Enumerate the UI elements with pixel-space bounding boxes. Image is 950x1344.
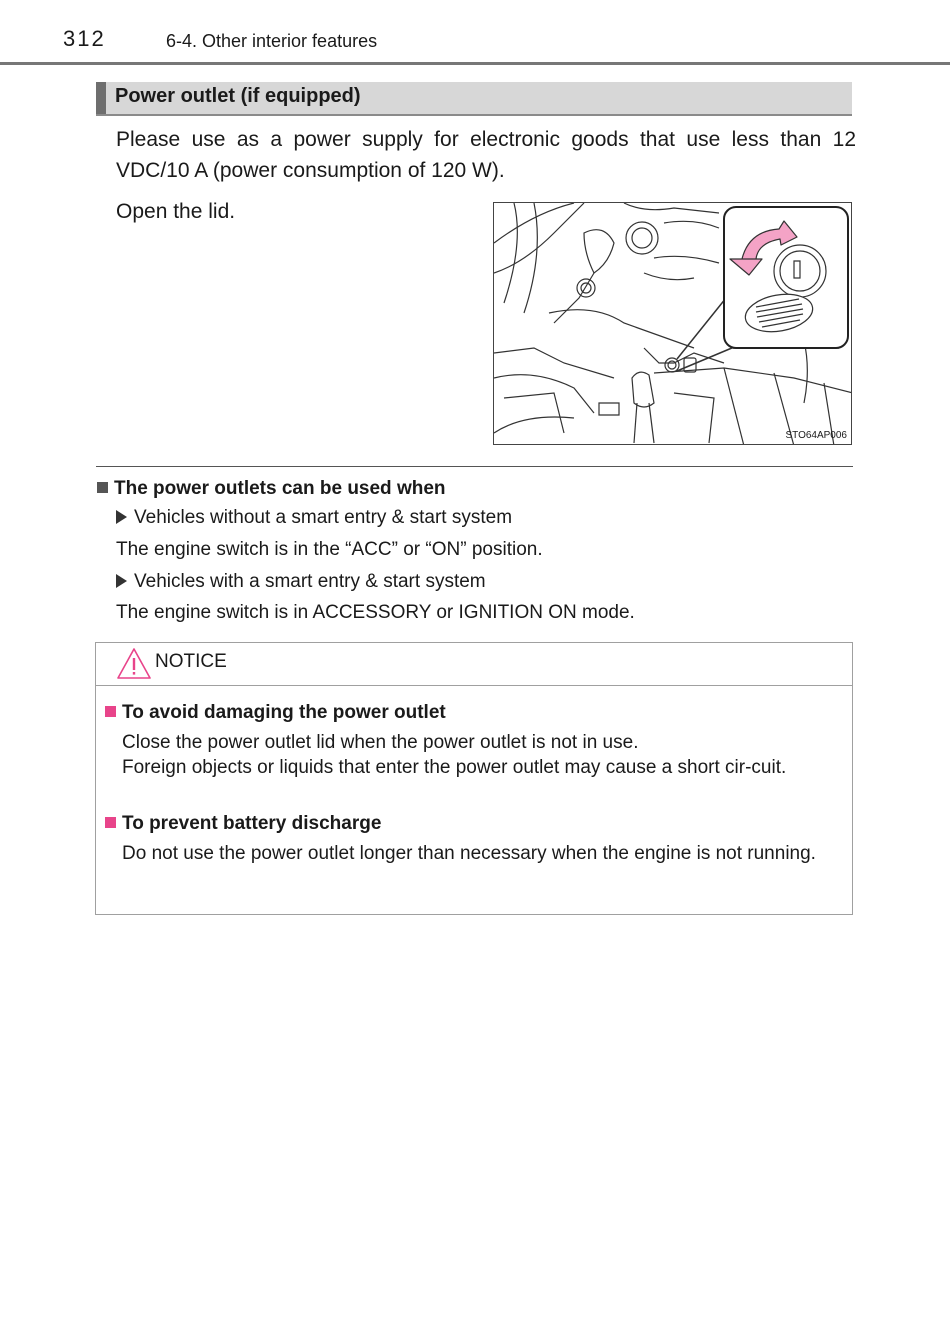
intro-text: Please use as a power supply for electronic goods that use less than 12 VDC/10 A (power consumption of 120 W). [116, 128, 856, 182]
figure-code: STO64AP006 [785, 430, 847, 441]
usage-heading [97, 478, 446, 500]
dashboard-drawing [494, 203, 852, 445]
usage-condition-2 [116, 570, 486, 594]
section-heading [96, 82, 852, 116]
notice-box [95, 642, 853, 915]
square-bullet-icon [105, 817, 116, 828]
triangle-bullet-icon [116, 574, 127, 588]
notice-heading-1-text: To avoid damaging the power outlet [122, 702, 446, 723]
section-divider [96, 466, 853, 467]
square-bullet-icon [105, 706, 116, 717]
page-number: 312 [63, 26, 106, 51]
triangle-bullet-icon [116, 510, 127, 524]
usage-condition-1 [116, 506, 512, 530]
step-text: Open the lid. [116, 200, 236, 223]
notice-heading-2 [105, 813, 381, 835]
section-title: Power outlet (if equipped) [115, 85, 361, 107]
notice-text-1b: Foreign objects or liquids that enter the power outlet may cause a short cir-cuit. [122, 757, 787, 778]
warning-icon [116, 647, 152, 681]
notice-heading-1 [105, 702, 446, 724]
notice-header [96, 643, 852, 686]
section-heading-bar [96, 82, 106, 114]
chapter-title: 6-4. Other interior features [166, 31, 378, 51]
square-bullet-icon [97, 482, 108, 493]
usage-heading-text: The power outlets can be used when [114, 478, 446, 499]
usage-text-1: The engine switch is in the “ACC” or “ON” position. [116, 539, 543, 560]
notice-text-2: Do not use the power outlet longer than necessary when the engine is not running. [122, 843, 816, 864]
header-rule [0, 62, 950, 65]
usage-condition-2-text: Vehicles with a smart entry & start system [134, 571, 486, 592]
notice-text-1: Close the power outlet lid when the power outlet is not in use. [122, 732, 639, 753]
usage-text-2: The engine switch is in ACCESSORY or IGNITION ON mode. [116, 602, 635, 623]
power-outlet-illustration [493, 202, 852, 445]
usage-condition-1-text: Vehicles without a smart entry & start system [134, 507, 513, 528]
notice-heading-2-text: To prevent battery discharge [122, 813, 382, 834]
notice-label: NOTICE [155, 651, 227, 672]
